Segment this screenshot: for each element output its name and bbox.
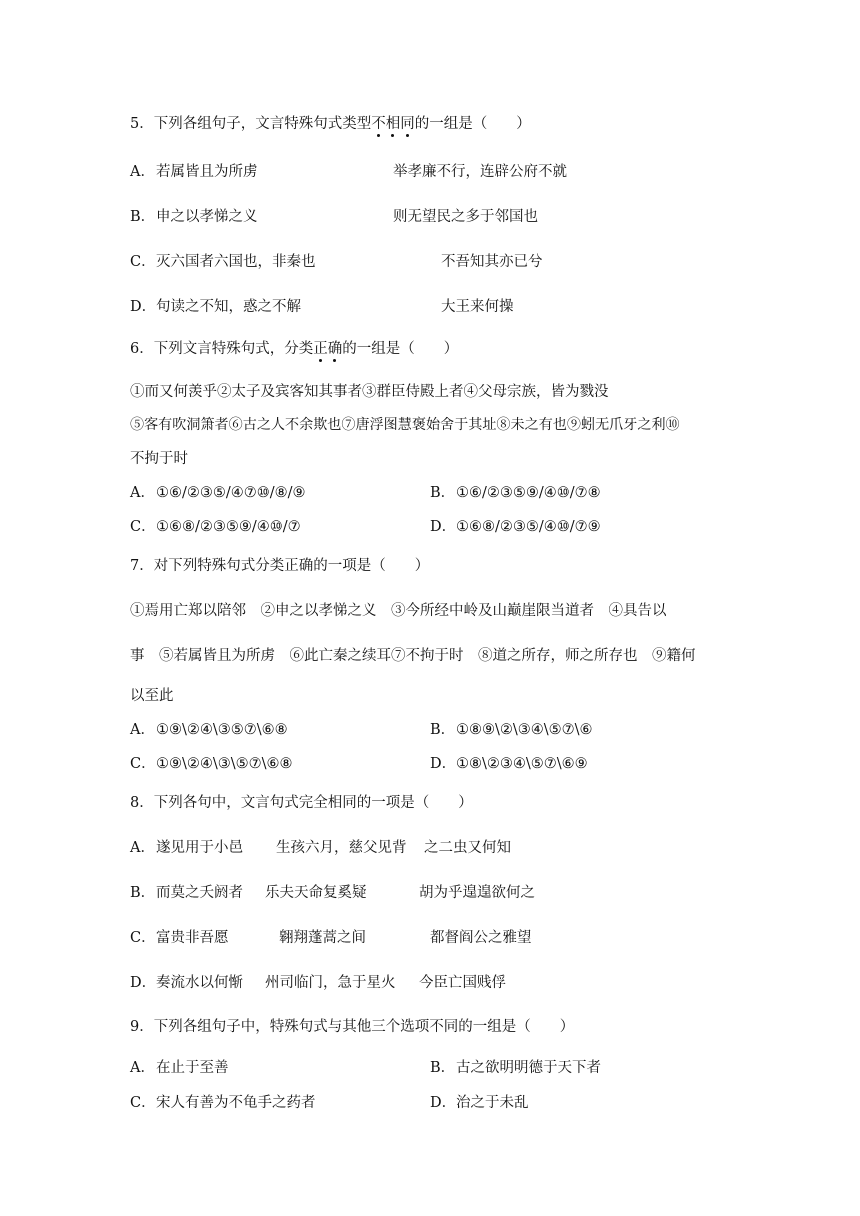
q6-sentences-line-3: 不拘于时 xyxy=(130,451,188,467)
q8-stem: 8．下列各句中，文言句式完全相同的一项是（ ） xyxy=(130,795,473,811)
q6-stem: 6．下列文言特殊句式，分类正确的一组是（ ） xyxy=(130,341,459,357)
q9-stem: 9．下列各组句子中，特殊句式与其他三个选项不同的一组是（ ） xyxy=(130,1019,575,1035)
q7-sentences-line-2: 事 ⑤若属皆且为所虏 ⑥此亡秦之续耳⑦不拘于时 ⑧道之所存，师之所存也 ⑨籍何 xyxy=(130,648,696,664)
q7-stem: 7．对下列特殊句式分类正确的一项是（ ） xyxy=(130,558,430,574)
q5-stem: 5．下列各组句子，文言特殊句式类型不相同的一组是（ ） xyxy=(130,116,531,132)
q7-sentences-line-1: ①焉用亡郑以陪邻 ②申之以孝悌之义 ③今所经中岭及山巅崖限当道者 ④具告以 xyxy=(130,603,667,619)
q6-sentences-line-2: ⑤客有吹洞箫者⑥古之人不余欺也⑦唐浮图慧褒始舍于其址⑧未之有也⑨蚓无爪牙之利⑩ xyxy=(130,417,680,433)
q6-sentences-line-1: ①而又何羡乎②太子及宾客知其事者③群臣侍殿上者④父母宗族，皆为戮没 xyxy=(130,384,609,400)
q7-sentences-line-3: 以至此 xyxy=(130,688,174,704)
